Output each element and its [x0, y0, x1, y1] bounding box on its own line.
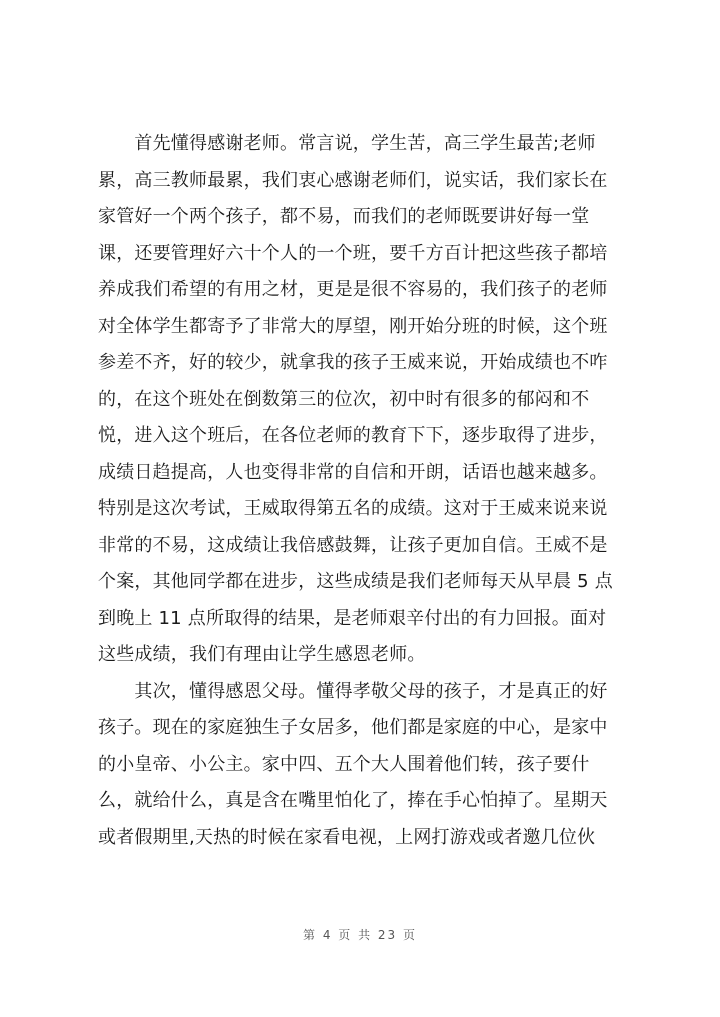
text-line: 对全体学生都寄予了非常大的厚望，刚开始分班的时候，这个班 — [98, 315, 608, 337]
text-line: 孩子。现在的家庭独生子女居多，他们都是家庭的中心，是家中 — [98, 717, 608, 738]
text-line: 的小皇帝、小公主。家中四、五个大人围着他们转，孩子要什 — [98, 753, 590, 775]
text-line: 养成我们希望的有用之材，更是是很不容易的，我们孩子的老师 — [98, 279, 608, 300]
text-line: 家管好一个两个孩子，都不易，而我们的老师既要讲好每一堂 — [98, 206, 590, 227]
text-line: 个案，其他同学都在进步，这些成绩是我们老师每天从早晨 5 点 — [98, 571, 613, 592]
text-line: 特别是这次考试，王威取得第五名的成绩。这对于王威来说来说 — [98, 498, 608, 519]
text-line: 成绩日趋提高，人也变得非常的自信和开朗，话语也越来越多。 — [98, 461, 608, 483]
text-line: 累，高三教师最累，我们衷心感谢老师们，说实话，我们家长在 — [98, 169, 608, 191]
text-line: 非常的不易，这成绩让我倍感鼓舞，让孩子更加自信。王威不是 — [98, 534, 608, 556]
text-line: 么，就给什么，真是含在嘴里怕化了，捧在手心怕掉了。星期天 — [98, 790, 608, 811]
text-line: 其次，懂得感恩父母。懂得孝敬父母的孩子，才是真正的好 — [98, 680, 608, 702]
text-line: 的，在这个班处在倒数第三的位次，初中时有很多的郁闷和不 — [98, 388, 590, 410]
text-line: 到晚上 11 点所取得的结果，是老师艰辛付出的有力回报。面对 — [98, 607, 607, 629]
page-number-footer: 第 4 页 共 23 页 — [303, 928, 417, 942]
text-line: 课，还要管理好六十个人的一个班，要千方百计把这些孩子都培 — [98, 242, 608, 264]
body-text — [98, 126, 638, 856]
text-line: 这些成绩，我们有理由让学生感恩老师。 — [98, 644, 426, 665]
text-line: 悦，进入这个班后，在各位老师的教育下下，逐步取得了进步， — [98, 425, 608, 446]
text-line: 首先懂得感谢老师。常言说，学生苦，高三学生最苦;老师 — [98, 133, 596, 154]
text-line: 参差不齐，好的较少，就拿我的孩子王威来说，开始成绩也不咋 — [98, 352, 608, 373]
text-line: 或者假期里,天热的时候在家看电视，上网打游戏或者邀几位伙 — [98, 826, 596, 848]
